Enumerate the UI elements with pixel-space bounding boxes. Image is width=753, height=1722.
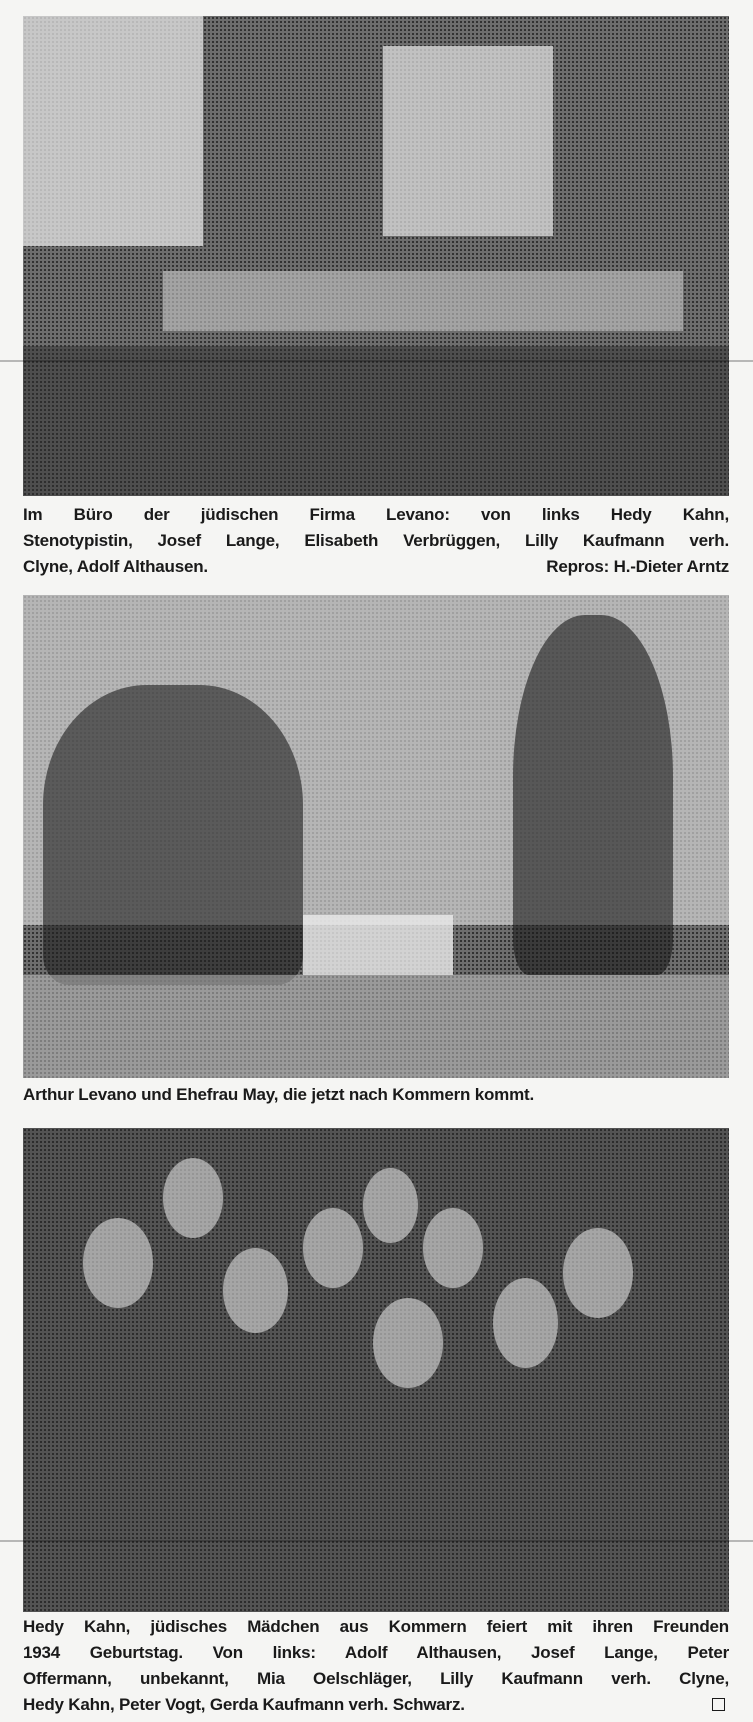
window-area [383,46,553,236]
paper-fold [0,1540,753,1542]
floor [23,975,729,1078]
desk [163,271,683,331]
caption-line: Offermann, unbekannt, Mia Oelschläger, Lilly Kaufmann verh. Clyne, [23,1669,729,1688]
floor-shadow [23,346,729,496]
caption-line: Hedy Kahn, jüdisches Mädchen aus Kommern feiert mit ihren Freunden [23,1617,729,1636]
caption-last-line [23,1692,729,1718]
photo-family [23,595,729,1078]
face [423,1208,483,1288]
caption-family [23,1082,729,1108]
face [223,1248,288,1333]
face [363,1168,418,1243]
face [303,1208,363,1288]
man-figure [43,685,303,985]
photo-credit: Repros: H.-Dieter Arntz [546,557,729,576]
caption-line: 1934 Geburtstag. Von links: Adolf Althausen, Josef Lange, Peter [23,1643,729,1662]
caption-line: Stenotypistin, Josef Lange, Elisabeth Verbrüggen, Lilly Kaufmann verh. [23,531,729,550]
caption-birthday [23,1614,729,1718]
window-area [23,16,203,246]
face [493,1278,558,1368]
photo-office [23,16,729,496]
paper-fold [0,360,753,362]
caption-office [23,502,729,580]
face [373,1298,443,1388]
woman-figure [513,615,673,975]
caption-line: Hedy Kahn, Peter Vogt, Gerda Kaufmann verh. Schwarz. [23,1695,465,1714]
face [163,1158,223,1238]
caption-line: Clyne, Adolf Althausen. [23,557,208,576]
end-of-article-square-icon [712,1698,725,1711]
face [83,1218,153,1308]
caption-last-line [23,554,729,580]
face [563,1228,633,1318]
toy-truck [303,915,453,975]
caption-line: Arthur Levano und Ehefrau May, die jetzt nach Kommern kommt. [23,1085,534,1104]
caption-line: Im Büro der jüdischen Firma Levano: von links Hedy Kahn, [23,505,729,524]
